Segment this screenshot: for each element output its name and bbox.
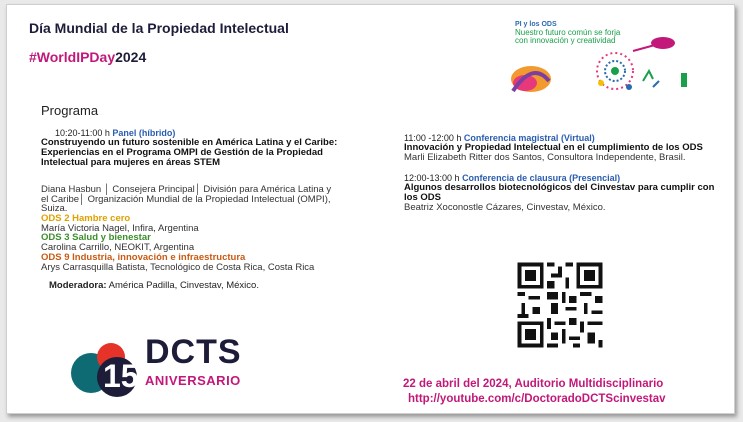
panel-type: Panel (híbrido) bbox=[112, 128, 176, 138]
panel-speaker-3: Carolina Carrillo, NEOKIT, Argentina bbox=[41, 242, 195, 253]
panel-title: Construyendo un futuro sostenible en América Latina y el Caribe: Experiencias en el Programa OMPI de Gestión de la Propiedad Intelectual para mujeres en áreas STEM bbox=[41, 137, 338, 168]
panel-speaker-2: María Victoria Nagel, Infira, Argentina bbox=[41, 222, 199, 234]
event-title: Día Mundial de la Propiedad Intelectual bbox=[29, 20, 289, 36]
banner-small-text: PI y los ODS bbox=[515, 21, 557, 28]
logo-subtitle: ANIVERSARIO bbox=[145, 373, 241, 388]
ods3-label: ODS 3 Salud y bienestar bbox=[41, 232, 151, 243]
ods2-label: ODS 2 Hambre cero bbox=[41, 212, 131, 224]
conf2-time: 12:00-13:00 h bbox=[404, 172, 460, 183]
program-left-column bbox=[41, 103, 341, 291]
program-heading: Programa bbox=[41, 103, 99, 118]
wipo-day-banner bbox=[503, 21, 703, 97]
dcts-anniversary-logo bbox=[69, 333, 269, 399]
conf2-time-line bbox=[404, 173, 724, 183]
hashtag-year: 2024 bbox=[115, 49, 147, 65]
logo-name: DCTS bbox=[145, 333, 242, 371]
fifteen-emblem-icon bbox=[69, 333, 149, 399]
event-date-place: 22 de abril del 2024, Auditorio Multidisciplinario bbox=[403, 378, 664, 390]
event-flyer bbox=[6, 4, 735, 414]
moderator-line bbox=[41, 280, 341, 291]
banner-slogan: Nuestro futuro común se forja con innovación y creatividad bbox=[515, 28, 621, 45]
panel-time: 10:20-11:00 h bbox=[55, 128, 110, 138]
conf2-title: Algunos desarrollos biotecnológicos del Cinvestav para cumplir con los ODS bbox=[404, 181, 715, 203]
conf1-type: Conferencia magistral (Virtual) bbox=[463, 133, 595, 143]
panel-speaker-4: Arys Carrasquilla Batista, Tecnológico de Costa Rica, Costa Rica bbox=[41, 261, 315, 273]
qr-code[interactable] bbox=[512, 259, 608, 351]
program-right-column bbox=[404, 133, 724, 212]
moderator-name: América Padilla, Cinvestav, México. bbox=[108, 280, 259, 291]
hashtag-text: #WorldIPDay bbox=[29, 49, 116, 65]
conf2-speaker: Beatriz Xoconostle Cázares, Cinvestav, México. bbox=[404, 201, 606, 213]
panel-speaker-1: Diana Hasbun │ Consejera Principal│ División para América Latina y el Caribe│ Organización Mundial de la Propiedad Intelectual (OMPI), Suiza. bbox=[41, 184, 332, 214]
logo-number: 15 bbox=[103, 358, 139, 394]
conf2-type: Conferencia de clausura (Presencial) bbox=[462, 172, 621, 183]
conf1-speaker: Marli Elizabeth Ritter dos Santos, Consultora Independente, Brasil. bbox=[404, 152, 686, 163]
hashtag bbox=[29, 49, 146, 65]
ods9-label: ODS 9 Industria, innovación e infraestructura bbox=[41, 251, 246, 263]
youtube-link[interactable]: http://youtube.com/c/DoctoradoDCTScinvestav bbox=[408, 393, 666, 405]
conf1-title: Innovación y Propiedad Intelectual en el cumplimiento de los ODS bbox=[404, 142, 703, 153]
conf1-time: 11:00 -12:00 h bbox=[404, 133, 462, 143]
moderator-label: Moderadora: bbox=[49, 280, 107, 291]
